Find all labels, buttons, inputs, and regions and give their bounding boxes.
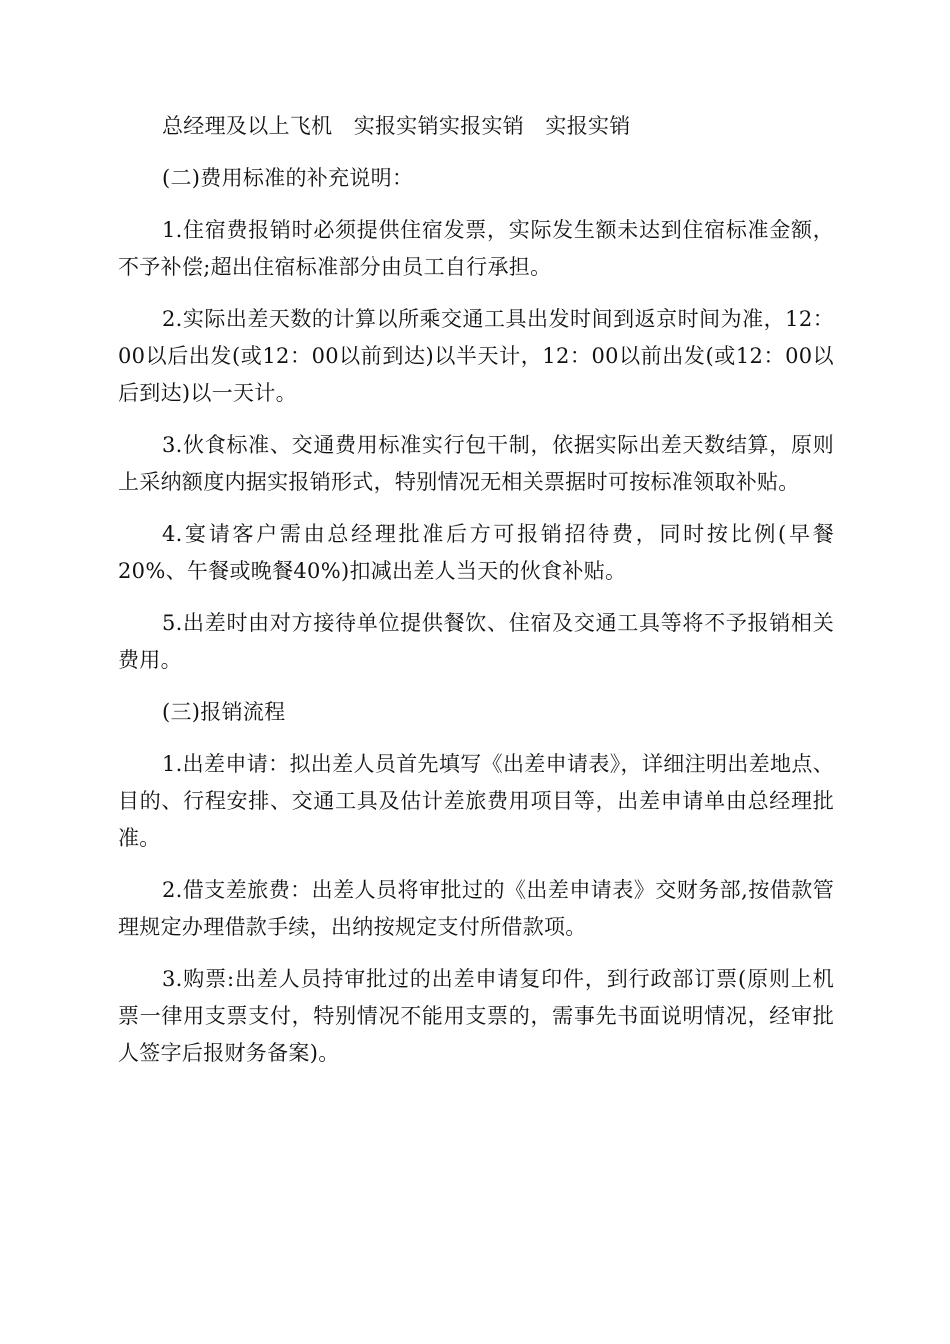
paragraph-host-provided-rule: 5.出差时由对方接待单位提供餐饮、住宿及交通工具等将不予报销相关费用。 [118,611,834,672]
section-heading-supplementary-notes: (二)费用标准的补充说明： [162,166,414,190]
paragraph-meal-transport-rule: 3.伙食标准、交通费用标准实行包干制，依据实际出差天数结算，原则上采纳额度内据实报销形式，特别情况无相关票据时可按标准领取补贴。 [118,433,834,494]
paragraph-days-calculation-rule: 2.实际出差天数的计算以所乘交通工具出发时间到返京时间为准，12：00以后出发(或12：00以前到达)以半天计，12：00以前出发(或12：00以后到达)以一天计。 [118,307,834,405]
paragraph-accommodation-rule: 1.住宿费报销时必须提供住宿发票，实际发生额未达到住宿标准金额，不予补偿;超出住宿标准部分由员工自行承担。 [118,218,834,279]
section-heading-reimbursement-process: (三)报销流程 [162,700,286,724]
paragraph-travel-standard-row: 总经理及以上飞机 实报实销实报实销 实报实销 [162,114,631,138]
document-body [118,108,834,1087]
paragraph-entertainment-rule: 4.宴请客户需由总经理批准后方可报销招待费，同时按比例(早餐20%、午餐或晚餐40%)扣减出差人当天的伙食补贴。 [118,522,834,583]
paragraph-travel-application: 1.出差申请：拟出差人员首先填写《出差申请表》，详细注明出差地点、目的、行程安排、交通工具及估计差旅费用项目等，出差申请单由总经理批准。 [118,752,834,850]
paragraph-ticket-purchase: 3.购票:出差人员持审批过的出差申请复印件，到行政部订票(原则上机票一律用支票支付，特别情况不能用支票的，需事先书面说明情况，经审批人签字后报财务备案)。 [118,967,834,1065]
paragraph-travel-advance: 2.借支差旅费：出差人员将审批过的《出差申请表》交财务部,按借款管理规定办理借款手续，出纳按规定支付所借款项。 [118,878,834,939]
